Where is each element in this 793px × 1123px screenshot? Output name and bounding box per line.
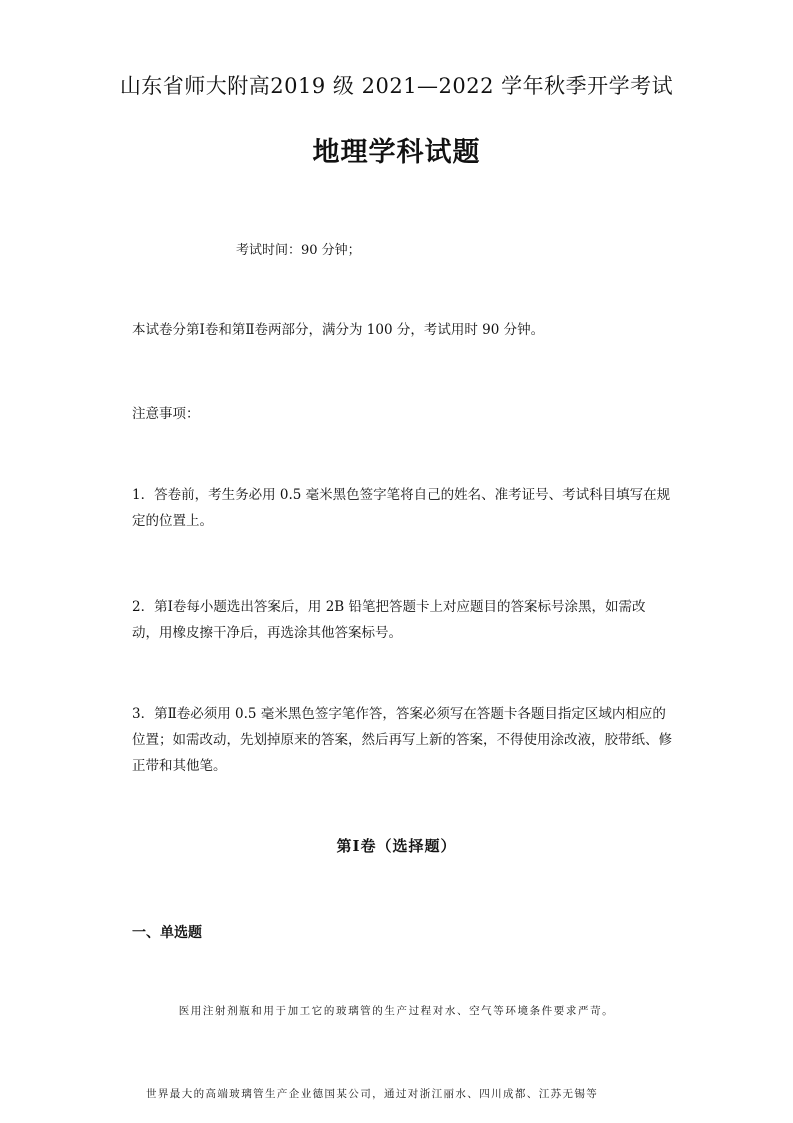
note-item-3: 3．第Ⅱ卷必须用 0.5 毫米黑色签字笔作答，答案必须写在答题卡各题目指定区域内相应的位置；如需改动，先划掉原来的答案，然后再写上新的答案，不得使用涂改液，胶带纸、修正带和其他笔。 [132,706,672,774]
passage-line-1: 医用注射剂瓶和用于加工它的玻璃管的生产过程对水、空气等环境条件要求严苛。 [178,1005,615,1017]
note-item-1: 1．答卷前，考生务必用 0.5 毫米黑色签字笔将自己的姓名、准考证号、考试科目填写在规定的位置上。 [132,487,671,529]
exam-time: 考试时间：90 分钟； [236,243,361,258]
subsection-title: 一、单选题 [132,925,202,941]
page-title: 地理学科试题 [312,137,481,168]
exam-header: 山东省师大附高2019 级 2021—2022 学年秋季开学考试 [119,74,674,98]
section-title: 第Ⅰ卷（选择题） [336,837,457,855]
exam-intro: 本试卷分第Ⅰ卷和第Ⅱ卷两部分，满分为 100 分，考试用时 90 分钟。 [132,322,545,338]
notes-heading: 注意事项： [132,406,200,422]
note-item-2: 2．第Ⅰ卷每小题选出答案后，用 2B 铅笔把答题卡上对应题目的答案标号涂黑，如需改动，用橡皮擦干净后，再选涂其他答案标号。 [132,599,646,641]
passage-line-2: 世界最大的高端玻璃管生产企业德国某公司，通过对浙江丽水、四川成都、江苏无锡等 [146,1088,599,1100]
